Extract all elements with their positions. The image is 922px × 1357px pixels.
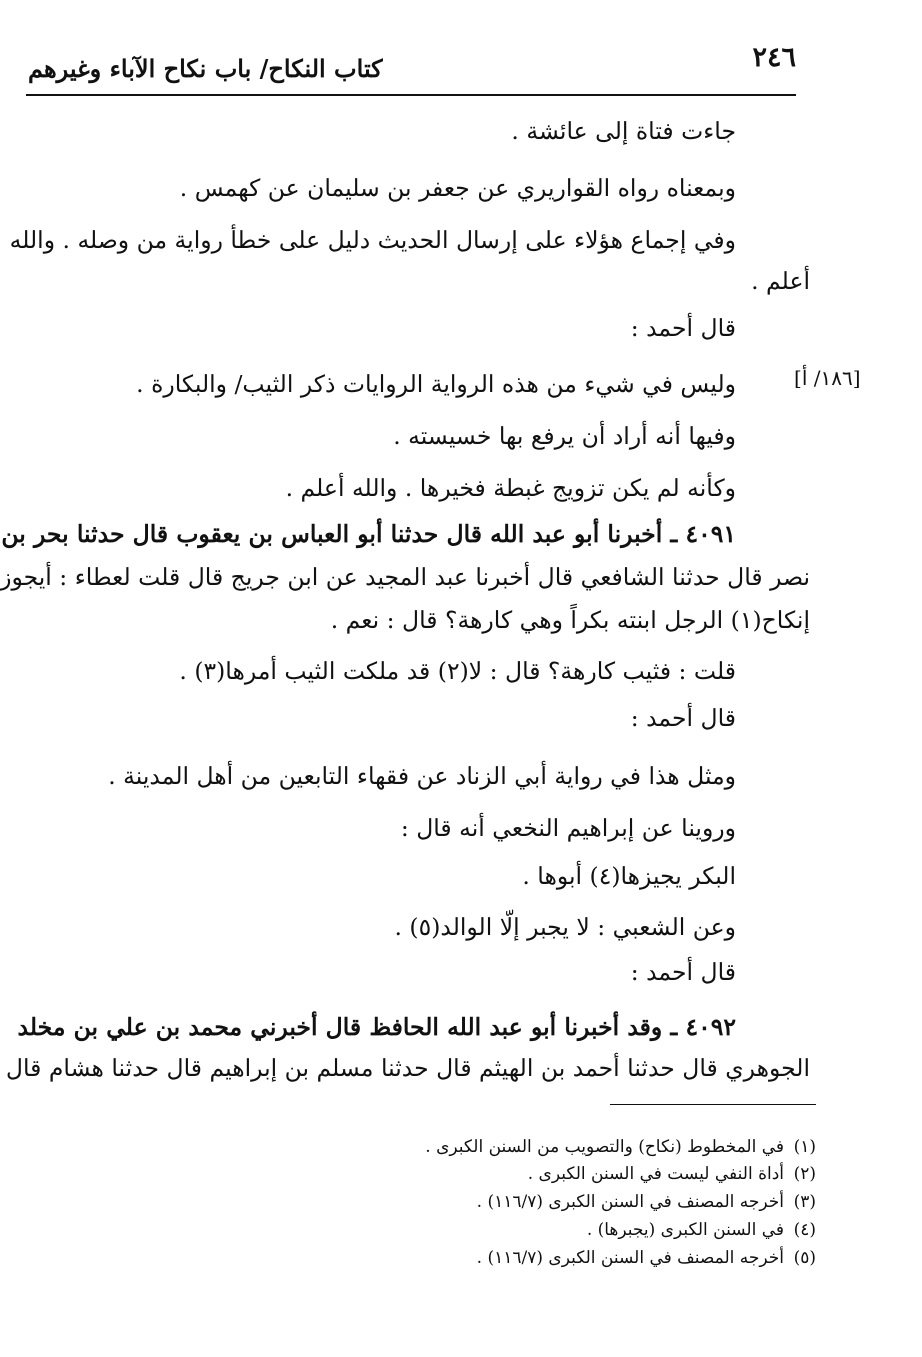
- hadith-4092-line: ٤٠٩٢ ـ وقد أخبرنا أبو عبد الله الحافظ قال أخبرني محمد بن علي بن مخلد: [17, 1013, 736, 1041]
- text-line: ومثل هذا في رواية أبي الزناد عن فقهاء التابعين من أهل المدينة .: [108, 762, 736, 790]
- footnote: [528, 1163, 816, 1185]
- text-line: الجوهري قال حدثنا أحمد بن الهيثم قال حدثنا مسلم بن إبراهيم قال حدثنا هشام قال: [5, 1054, 810, 1082]
- text-line: نصر قال حدثنا الشافعي قال أخبرنا عبد المجيد عن ابن جريج قال قلت لعطاء : أيجوز: [0, 563, 810, 591]
- footnote-text: أخرجه المصنف في السنن الكبرى (١١٦/٧) .: [476, 1192, 784, 1212]
- hadith-4091-line: ٤٠٩١ ـ أخبرنا أبو عبد الله قال حدثنا أبو العباس بن يعقوب قال حدثنا بحر بن: [1, 520, 736, 548]
- footnote-number: (٣): [793, 1192, 816, 1212]
- text-line: وروينا عن إبراهيم النخعي أنه قال :: [400, 814, 736, 842]
- margin-folio-note: [١٨٦/ أ]: [794, 366, 861, 390]
- text-line: قال أحمد :: [630, 314, 736, 342]
- footnote-text: أخرجه المصنف في السنن الكبرى (١١٦/٧) .: [476, 1248, 784, 1268]
- footnote: [425, 1136, 816, 1158]
- text-line: وعن الشعبي : لا يجبر إلّا الوالد(٥) .: [394, 913, 736, 941]
- footnote-number: (٥): [793, 1248, 816, 1268]
- text-line: وكأنه لم يكن تزويج غبطة فخيرها . والله أعلم .: [285, 474, 736, 502]
- footnote-number: (٢): [793, 1164, 816, 1184]
- footnote-number: (١): [793, 1137, 816, 1157]
- text-line: وفيها أنه أراد أن يرفع بها خسيسته .: [393, 422, 736, 450]
- text-line: قال أحمد :: [630, 704, 736, 732]
- text-line: جاءت فتاة إلى عائشة .: [511, 117, 736, 145]
- text-line: أعلم .: [751, 267, 810, 295]
- text-line: قال أحمد :: [630, 958, 736, 986]
- text-line: وليس في شيء من هذه الرواية الروايات ذكر الثيب/ والبكارة .: [136, 370, 736, 398]
- text-line: البكر يجيزها(٤) أبوها .: [522, 862, 736, 890]
- text-line: وفي إجماع هؤلاء على إرسال الحديث دليل على خطأ رواية من وصله . والله: [9, 226, 736, 254]
- running-title: كتاب النكاح/ باب نكاح الآباء وغيرهم: [28, 54, 383, 83]
- footnote-text: في المخطوط (نكاح) والتصويب من السنن الكبرى .: [425, 1137, 784, 1157]
- text-line: إنكاح(١) الرجل ابنته بكراً وهي كارهة؟ قال : نعم .: [330, 606, 810, 634]
- page-header: [28, 38, 800, 94]
- footnote-rule: [610, 1104, 816, 1105]
- header-rule: [26, 94, 796, 96]
- page-number: ٢٤٦: [752, 42, 796, 73]
- text-line: وبمعناه رواه القواريري عن جعفر بن سليمان عن كهمس .: [179, 174, 736, 202]
- footnote: [587, 1219, 816, 1241]
- footnote: [477, 1247, 816, 1269]
- footnote-text: في السنن الكبرى (يجبرها) .: [586, 1220, 784, 1240]
- footnote: [477, 1191, 816, 1213]
- footnote-text: أداة النفي ليست في السنن الكبرى .: [527, 1164, 784, 1184]
- footnote-number: (٤): [793, 1220, 816, 1240]
- text-line: قلت : فثيب كارهة؟ قال : لا(٢) قد ملكت الثيب أمرها(٣) .: [179, 657, 736, 685]
